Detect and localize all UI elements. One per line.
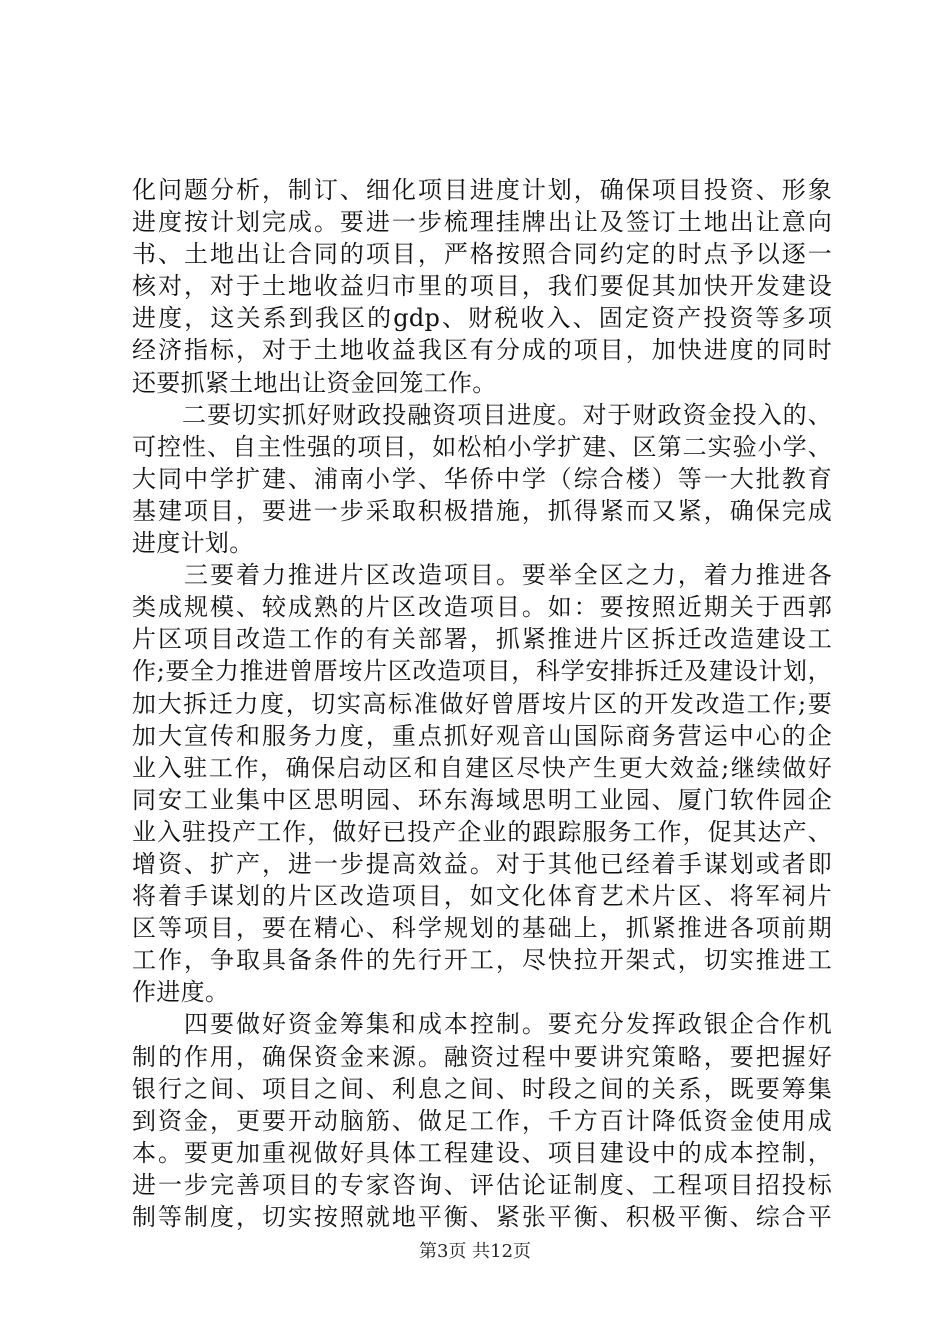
text-line: 加大拆迁力度，切实高标准做好曾厝垵片区的开发改造工作;要 <box>132 689 832 718</box>
text-line: 经济指标，对于土地收益我区有分成的项目，加快进度的同时 <box>132 336 832 365</box>
text-line: 可控性、自主性强的项目，如松柏小学扩建、区第二实验小学、 <box>132 432 832 461</box>
text-line: 三要着力推进片区改造项目。要举全区之力，着力推进各 <box>132 561 832 590</box>
text-line: 制等制度，切实按照就地平衡、紧张平衡、积极平衡、综合平 <box>132 1203 832 1231</box>
text-line: 区等项目，要在精心、科学规划的基础上，抓紧推进各项前期 <box>132 914 832 943</box>
text-line: 工作，争取具备条件的先行开工，尽快拉开架式，切实推进工 <box>132 946 832 975</box>
text-line: 书、土地出让合同的项目，严格按照合同约定的时点予以逐一 <box>132 240 832 269</box>
text-line: 基建项目，要进一步采取积极措施，抓得紧而又紧，确保完成 <box>132 496 832 525</box>
text-line: 同安工业集中区思明园、环东海域思明工业园、厦门软件园企 <box>132 785 832 814</box>
text-line: 四要做好资金筹集和成本控制。要充分发挥政银企合作机 <box>132 1010 832 1039</box>
text-line: 银行之间、项目之间、利息之间、时段之间的关系，既要筹集 <box>132 1074 832 1103</box>
text-line: 将着手谋划的片区改造项目，如文化体育艺术片区、将军祠片 <box>132 882 832 911</box>
text-line: 作进度。 <box>132 978 230 1007</box>
text-line: 制的作用，确保资金来源。融资过程中要讲究策略，要把握好 <box>132 1042 832 1071</box>
text-line: 二要切实抓好财政投融资项目进度。对于财政资金投入的、 <box>132 400 832 429</box>
text-line: 进度计划。 <box>132 529 254 558</box>
text-line: 作;要全力推进曾厝垵片区改造项目，科学安排拆迁及建设计划， <box>132 657 832 686</box>
text-line: 加大宣传和服务力度，重点抓好观音山国际商务营运中心的企 <box>132 721 832 750</box>
text-line: 化问题分析，制订、细化项目进度计划，确保项目投资、形象 <box>132 176 832 204</box>
text-line: 核对，对于土地收益归市里的项目，我们要促其加快开发建设 <box>132 272 832 301</box>
text-line: 进度，这关系到我区的gdp、财税收入、固定资产投资等多项 <box>132 304 832 333</box>
text-line: 进度按计划完成。要进一步梳理挂牌出让及签订土地出让意向 <box>132 208 832 237</box>
text-line: 增资、扩产，进一步提高效益。对于其他已经着手谋划或者即 <box>132 849 832 878</box>
text-line: 本。要更加重视做好具体工程建设、项目建设中的成本控制， <box>132 1138 832 1167</box>
text-line: 业入驻工作，确保启动区和自建区尽快产生更大效益;继续做好 <box>132 753 832 782</box>
text-line: 进一步完善项目的专家咨询、评估论证制度、工程项目招投标 <box>132 1170 832 1199</box>
text-line: 类成规模、较成熟的片区改造项目。如：要按照近期关于西郭 <box>132 593 832 622</box>
text-line: 到资金，更要开动脑筋、做足工作，千方百计降低资金使用成 <box>132 1106 832 1135</box>
text-line: 还要抓紧土地出让资金回笼工作。 <box>132 368 497 397</box>
text-line: 片区项目改造工作的有关部署，抓紧推进片区拆迁改造建设工 <box>132 625 832 654</box>
page-footer: 第3页 共12页 <box>418 1241 532 1262</box>
text-line: 大同中学扩建、浦南小学、华侨中学（综合楼）等一大批教育 <box>132 464 832 493</box>
body-text <box>132 174 832 1233</box>
text-line: 业入驻投产工作，做好已投产企业的跟踪服务工作，促其达产、 <box>132 817 832 846</box>
